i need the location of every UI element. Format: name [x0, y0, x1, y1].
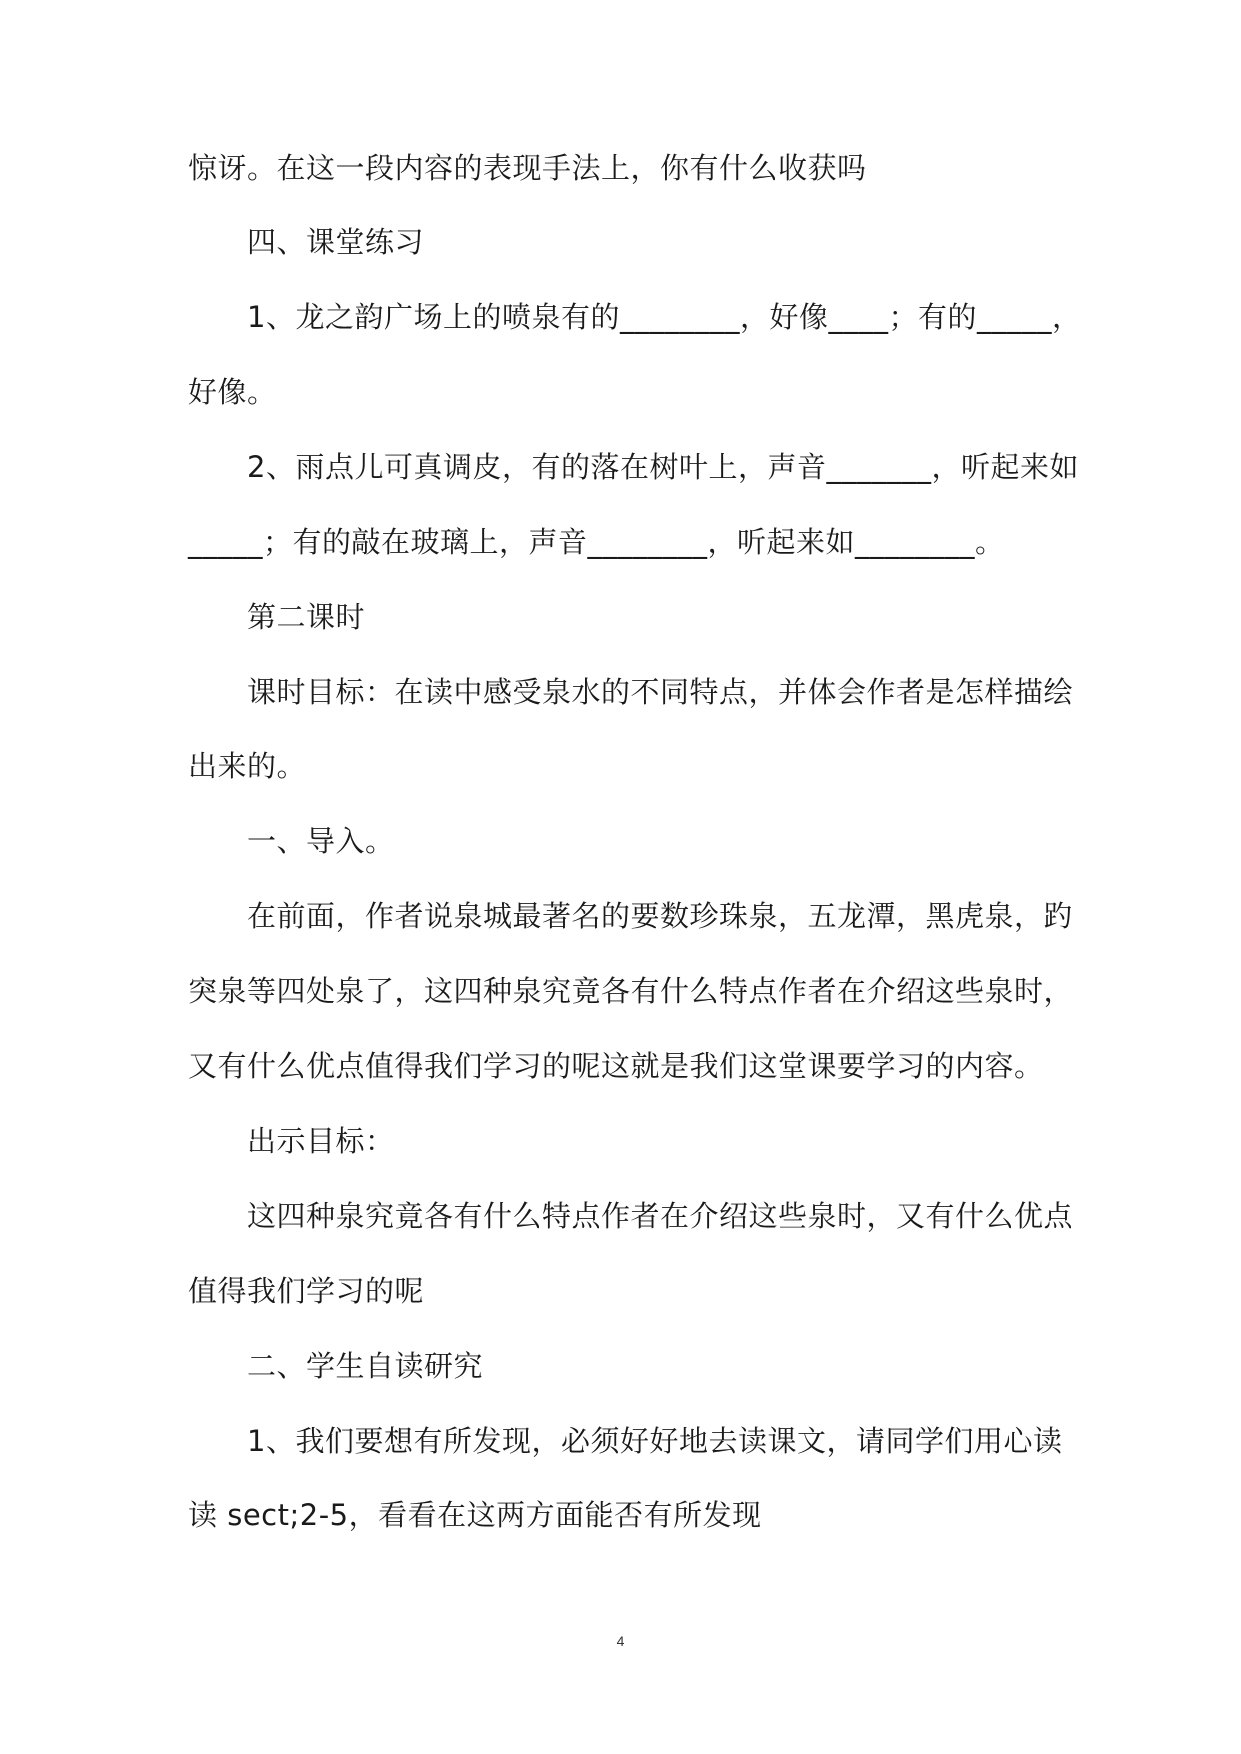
paragraph-line: 出来的。	[188, 749, 307, 783]
lesson-heading: 第二课时	[247, 600, 366, 634]
paragraph-line: 出示目标：	[247, 1124, 395, 1158]
paragraph-line: 惊讶。在这一段内容的表现手法上，你有什么收获吗	[188, 151, 867, 185]
paragraph-line: 1、我们要想有所发现，必须好好地去读课文，请同学们用心读	[247, 1424, 1063, 1458]
paragraph-line: 值得我们学习的呢	[188, 1274, 425, 1308]
exercise-line: 好像。	[188, 375, 277, 409]
paragraph-line: 在前面，作者说泉城最著名的要数珍珠泉，五龙潭，黑虎泉，趵	[247, 899, 1074, 933]
section-heading: 二、学生自读研究	[247, 1349, 484, 1383]
section-heading: 四、课堂练习	[247, 225, 425, 259]
exercise-line: _____；有的敲在玻璃上，声音________，听起来如________。	[188, 525, 1005, 559]
paragraph-line: 突泉等四处泉了，这四种泉究竟各有什么特点作者在介绍这些泉时，	[188, 974, 1074, 1008]
page-number: 4	[616, 1633, 625, 1649]
section-heading: 一、导入。	[247, 824, 395, 858]
paragraph-line: 这四种泉究竟各有什么特点作者在介绍这些泉时，又有什么优点	[247, 1199, 1074, 1233]
exercise-line: 2、雨点儿可真调皮，有的落在树叶上，声音_______，听起来如	[247, 450, 1079, 484]
paragraph-line: 读 sect;2-5，看看在这两方面能否有所发现	[188, 1498, 762, 1532]
paragraph-line: 又有什么优点值得我们学习的呢这就是我们这堂课要学习的内容。	[188, 1049, 1044, 1083]
paragraph-line: 课时目标：在读中感受泉水的不同特点，并体会作者是怎样描绘	[247, 675, 1074, 709]
exercise-line: 1、龙之韵广场上的喷泉有的________，好像____；有的_____，	[247, 300, 1082, 334]
